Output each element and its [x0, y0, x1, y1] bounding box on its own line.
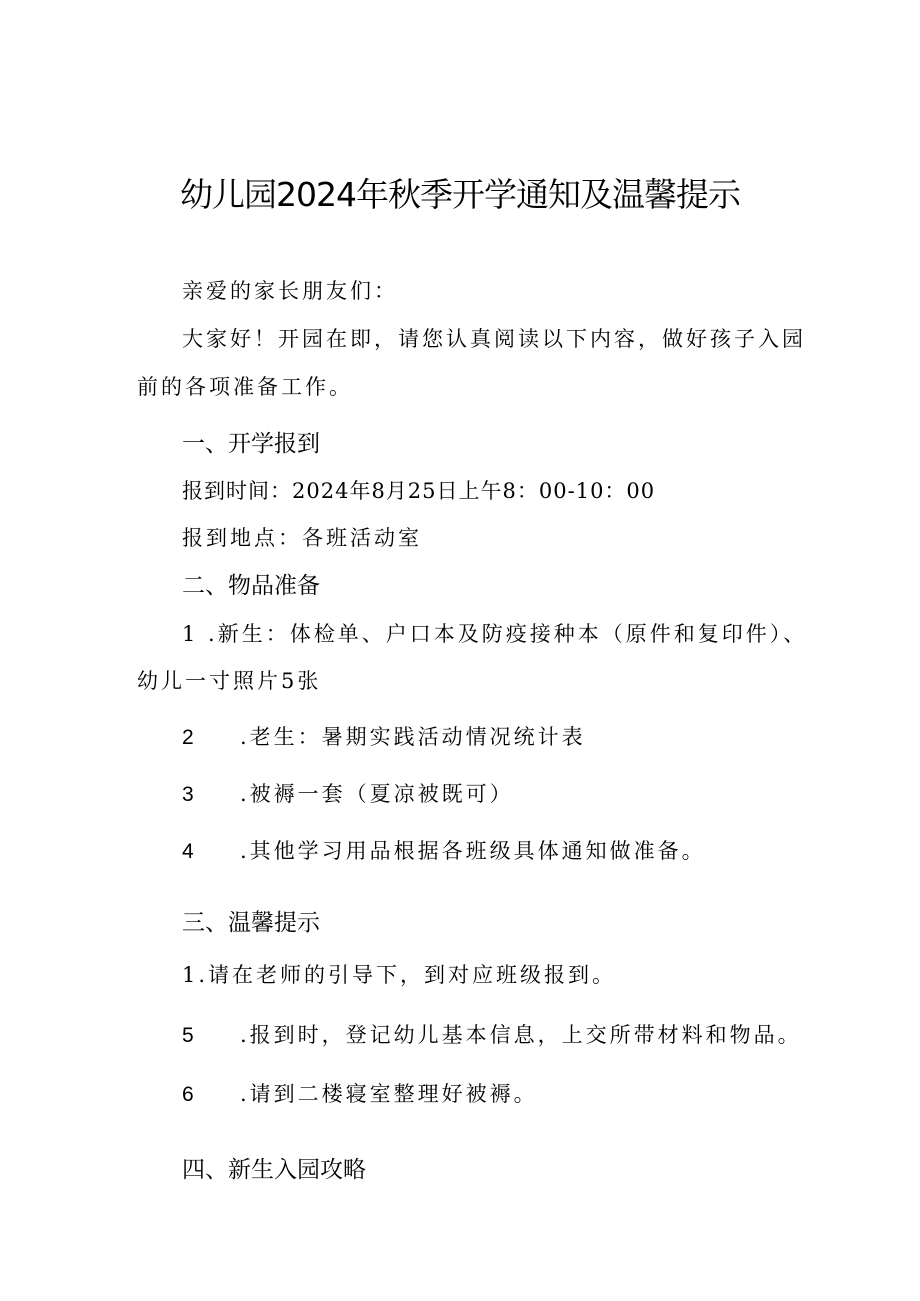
supplies-item-1-line-2: 幼儿一寸照片5张 — [137, 669, 322, 693]
section-2-heading: 二、物品准备 — [182, 573, 320, 599]
supplies-item-4 — [182, 841, 706, 862]
supplies-item-2 — [182, 727, 586, 748]
document-title: 幼儿园2024年秋季开学通知及温馨提示 — [180, 175, 740, 214]
tips-item-1: 1.请在老师的引导下，到对应班级报到。 — [182, 963, 617, 987]
supplies-item-4-text: .其他学习用品根据各班级具体通知做准备。 — [240, 839, 706, 863]
registration-time: 报到时间：2024年8月25日上午8：00-10：00 — [182, 479, 656, 503]
supplies-item-1-line-1: 1 .新生：体检单、户口本及防疫接种本（原件和复印件）、 — [182, 622, 808, 646]
tips-item-2-text: .报到时，登记幼儿基本信息，上交所带材料和物品。 — [240, 1023, 802, 1047]
intro-line-2: 前的各项准备工作。 — [137, 375, 353, 399]
supplies-item-3-text: .被褥一套（夏凉被既可） — [240, 782, 514, 806]
supplies-item-2-number: 2 — [182, 726, 197, 749]
supplies-item-4-number: 4 — [182, 840, 197, 863]
supplies-item-3-number: 3 — [182, 783, 197, 806]
registration-place: 报到地点：各班活动室 — [182, 526, 422, 550]
greeting: 亲爱的家长朋友们： — [182, 279, 398, 303]
section-3-heading: 三、温馨提示 — [182, 910, 320, 936]
intro-line-1: 大家好！开园在即，请您认真阅读以下内容，做好孩子入园 — [182, 327, 806, 351]
tips-item-3-number: 6 — [182, 1083, 197, 1106]
tips-item-2-number: 5 — [182, 1024, 197, 1047]
tips-item-3-text: .请到二楼寝室整理好被褥。 — [240, 1082, 538, 1106]
supplies-item-3 — [182, 784, 514, 805]
tips-item-3 — [182, 1084, 538, 1105]
section-1-heading: 一、开学报到 — [182, 431, 320, 457]
tips-item-2 — [182, 1025, 802, 1046]
section-4-heading: 四、新生入园攻略 — [182, 1157, 366, 1183]
supplies-item-2-text: .老生：暑期实践活动情况统计表 — [240, 725, 586, 749]
